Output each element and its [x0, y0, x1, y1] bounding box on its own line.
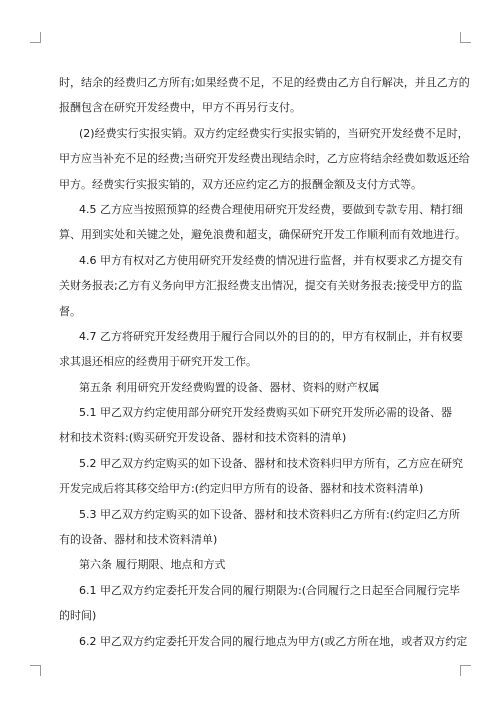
text-line: 督。 [59, 304, 81, 318]
crop-mark-bottom-right [460, 665, 471, 676]
text-line: 5.1 甲乙双方约定使用部分研究开发经费购买如下研究开发所必需的设备、器 [79, 406, 452, 420]
text-line: 材和技术资料:(购买研究开发设备、器材和技术资料的清单) [59, 431, 347, 445]
text-line: 的时间) [59, 609, 97, 623]
text-line: 6.2 甲乙双方约定委托开发合同的履行地点为甲方(或乙方所在地，或者双方约定 [79, 634, 468, 648]
text-line: 时，结余的经费归乙方所有;如果经费不足，不足的经费由乙方自行解决，并且乙方的 [59, 76, 470, 89]
text-line: 4.6 甲方有权对乙方使用研究开发经费的情况进行监督，并有权要求乙方提交有 [79, 253, 463, 267]
text-line: 有的设备、器材和技术资料清单) [59, 533, 218, 547]
text-line: 甲方。经费实行实报实销的，双方还应约定乙方的报酬金额及支付方式等。 [59, 177, 422, 191]
text-line: 算、用到实处和关键之处，避免浪费和超支，确保研究开发工作顺利而有效地进行。 [59, 228, 466, 242]
text-line: 4.5 乙方应当按照预算的经费合理使用研究开发经费，要做到专款专用、精打细 [79, 202, 463, 216]
crop-mark-top-right [460, 32, 471, 43]
text-line: 报酬包含在研究开发经费中，甲方不再另行支付。 [59, 101, 301, 115]
text-line: 开发完成后将其移交给甲方:(约定归甲方所有的设备、器材和技术资料清单) [59, 482, 424, 496]
document-body [59, 70, 470, 654]
text-line: 6.1 甲乙双方约定委托开发合同的履行期限为:(合同履行之日起至合同履行完毕 [79, 583, 460, 597]
text-line: 甲方应当补充不足的经费;当研究开发经费出现结余时，乙方应将结余经费如数返还给 [59, 152, 470, 166]
text-line: 关财务报表;乙方有义务向甲方汇报经费支出情况，提交有关财务报表;接受甲方的监 [59, 279, 463, 293]
text-line: 5.2 甲乙双方约定购买的如下设备、器材和技术资料归甲方所有，乙方应在研究 [79, 456, 463, 470]
crop-mark-top-left [30, 32, 41, 43]
text-line: 4.7 乙方将研究开发经费用于履行合同以外的目的的，甲方有权制止，并有权要 [79, 329, 463, 343]
crop-mark-bottom-left [30, 665, 41, 676]
text-line: 5.3 甲乙双方约定购买的如下设备、器材和技术资料归乙方所有:(约定归乙方所 [79, 507, 460, 521]
text-line: 求其退还相应的经费用于研究开发工作。 [59, 355, 257, 369]
text-line: (2)经费实行实报实销。双方约定经费实行实报实销的，当研究开发经费不足时， [79, 126, 469, 140]
section-heading: 第五条 利用研究开发经费购置的设备、器材、资料的财产权属 [79, 380, 380, 394]
section-heading: 第六条 履行期限、地点和方式 [79, 558, 226, 572]
